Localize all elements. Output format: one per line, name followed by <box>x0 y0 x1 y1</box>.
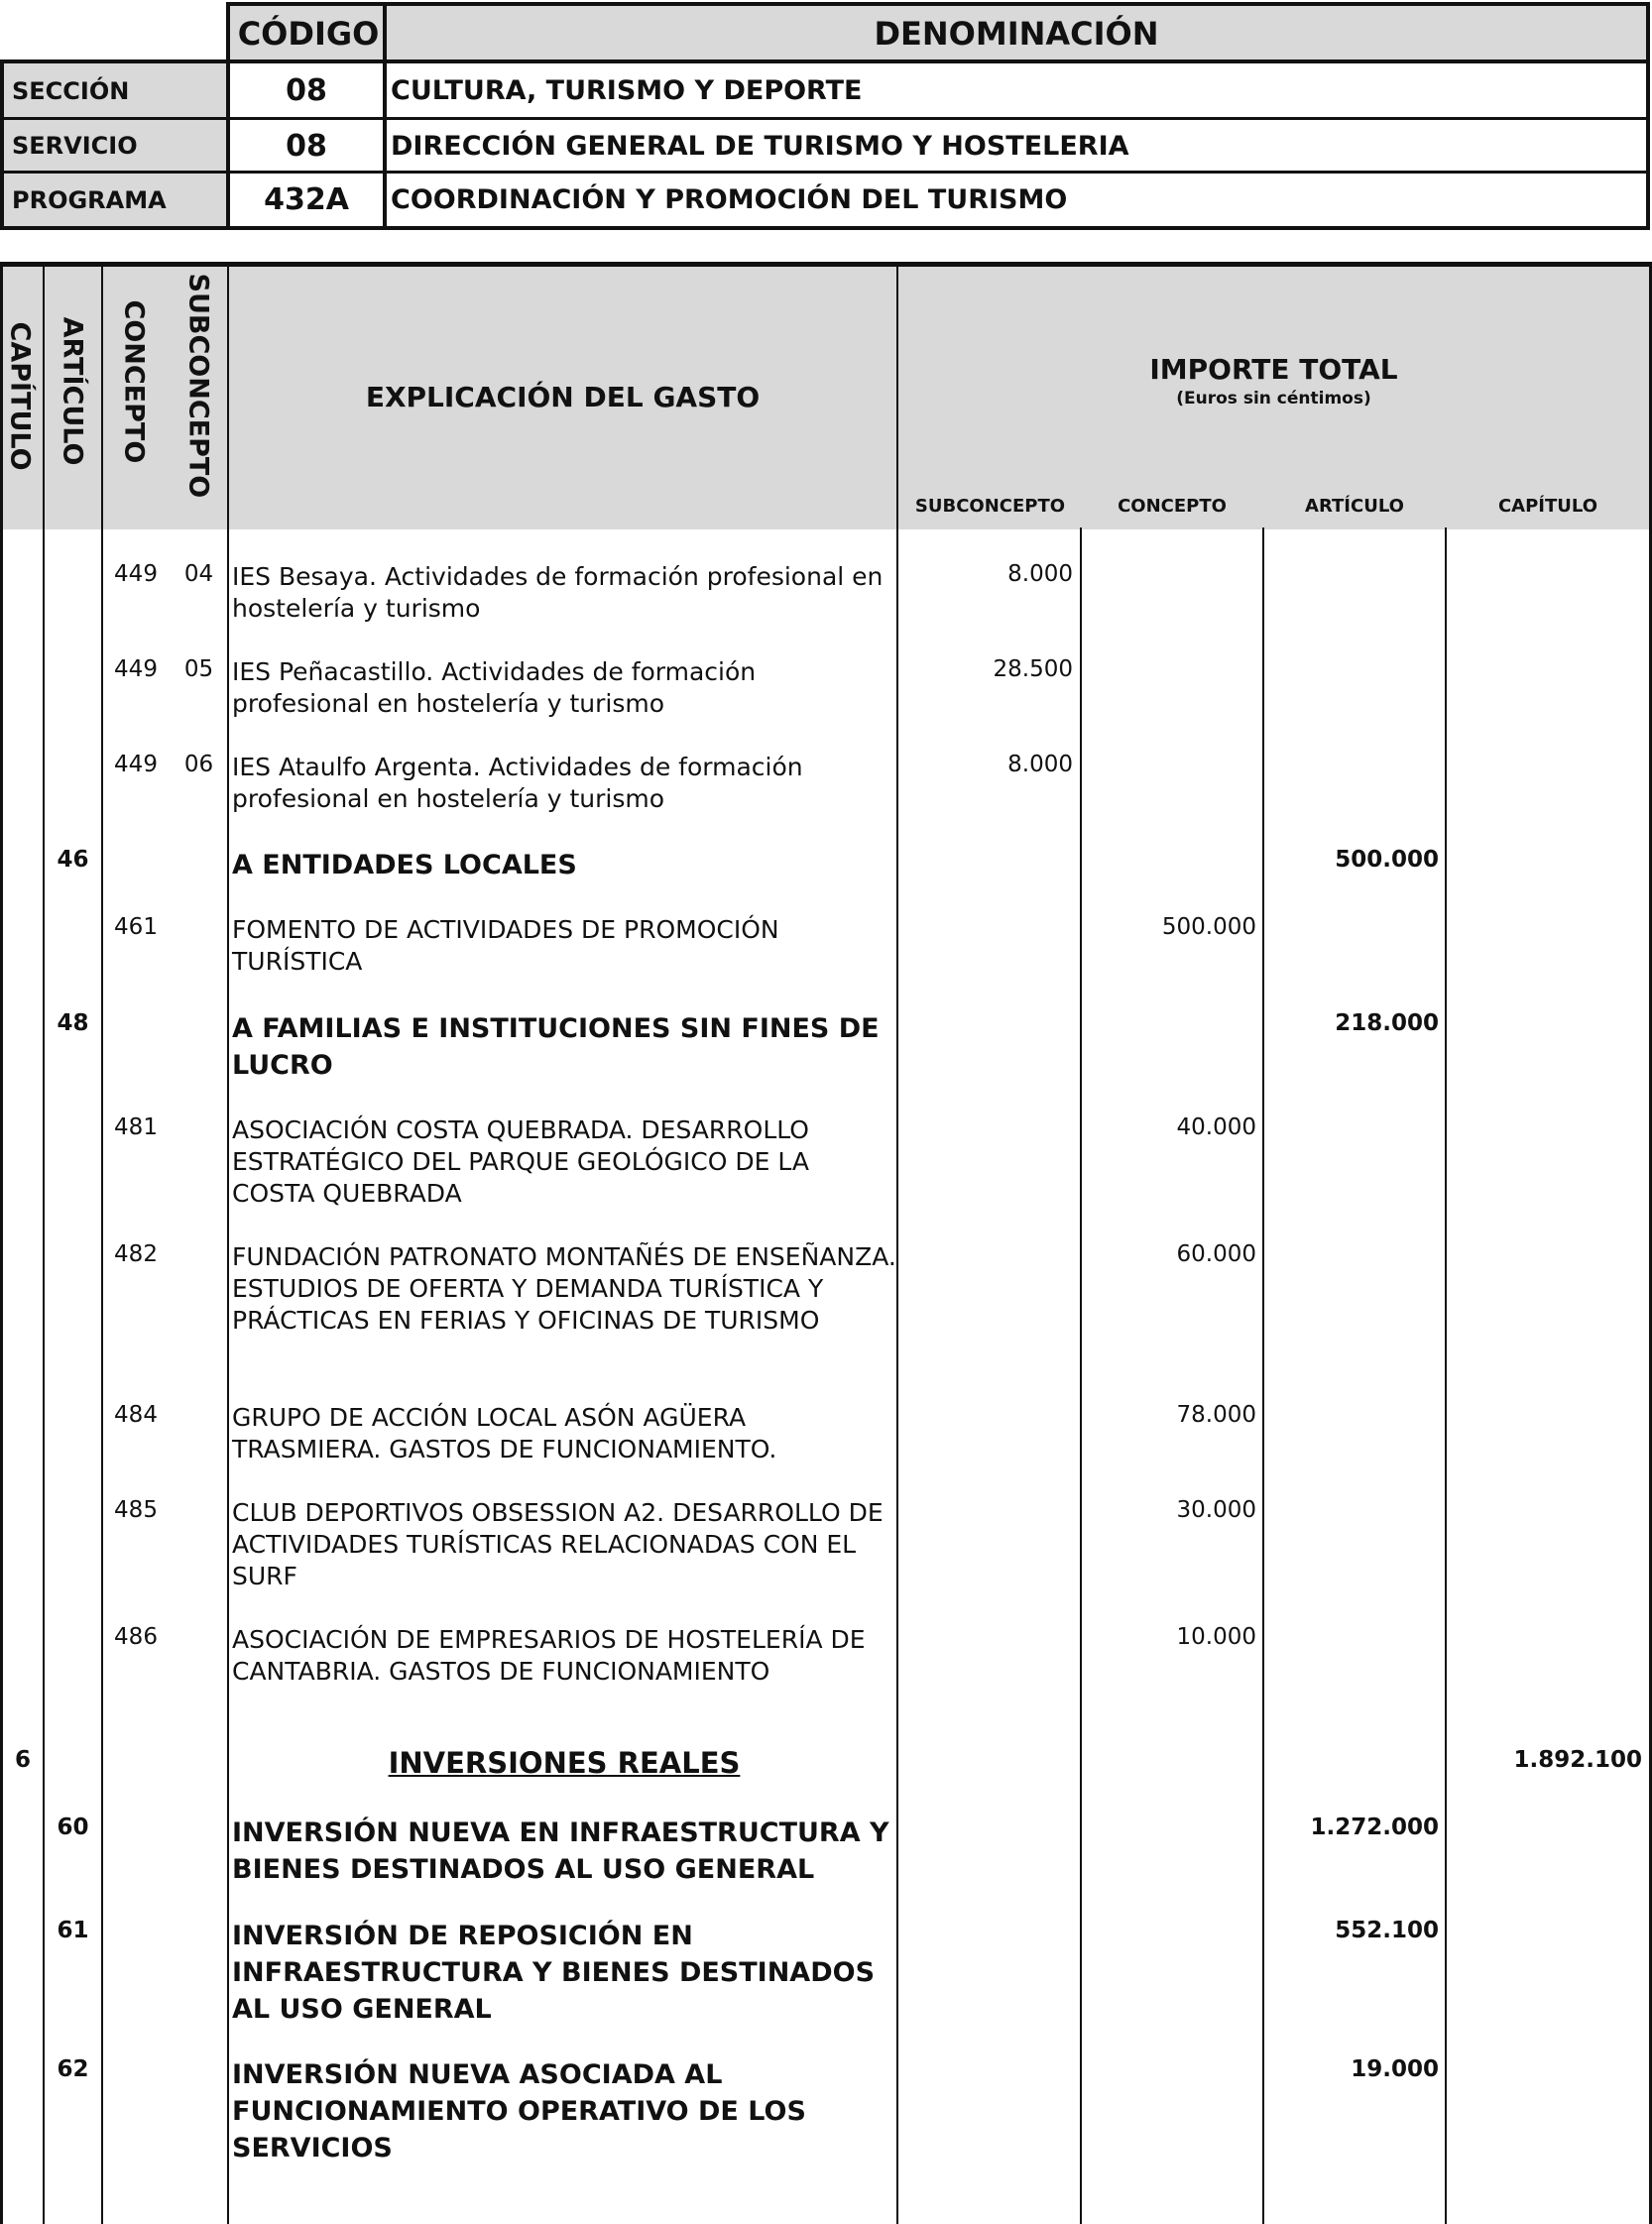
row-description: IES Peñacastillo. Actividades de formación profesional en hostelería y turismo <box>232 657 757 718</box>
col-header-importe: IMPORTE TOTAL <box>1149 353 1398 386</box>
col-line <box>227 262 229 2224</box>
col-line <box>1262 527 1264 2224</box>
header-row-code: 08 <box>286 73 327 108</box>
row-amount-articulo: 218.000 <box>1335 1010 1439 1036</box>
row-amount-subconcepto: 8.000 <box>1007 561 1073 587</box>
row-description: GRUPO DE ACCIÓN LOCAL ASÓN AGÜERA TRASMIERA. GASTOS DE FUNCIONAMIENTO. <box>232 1403 777 1463</box>
row-description: INVERSIÓN NUEVA EN INFRAESTRUCTURA Y BIENES DESTINADOS AL USO GENERAL <box>232 1817 889 1885</box>
row-description: ASOCIACIÓN DE EMPRESARIOS DE HOSTELERÍA DE CANTABRIA. GASTOS DE FUNCIONAMIENTO <box>232 1625 866 1686</box>
row-description: FOMENTO DE ACTIVIDADES DE PROMOCIÓN TURÍSTICA <box>232 915 779 976</box>
col-header-articulo: ARTÍCULO <box>57 316 88 466</box>
row-amount-concepto: 10.000 <box>1176 1624 1256 1650</box>
col-line <box>896 262 898 2224</box>
row-amount-concepto: 40.000 <box>1176 1114 1256 1140</box>
row-description: IES Ataulfo Argenta. Actividades de formación profesional en hostelería y turismo <box>232 753 803 813</box>
row-concepto: 486 <box>114 1624 158 1650</box>
row-description: INVERSIÓN NUEVA ASOCIADA AL FUNCIONAMIENTO OPERATIVO DE LOS SERVICIOS <box>232 2059 806 2164</box>
row-concepto: 485 <box>114 1497 158 1523</box>
header-row-code: 432A <box>264 182 349 217</box>
header-divider-2 <box>383 59 387 230</box>
row-amount-articulo: 552.100 <box>1335 1918 1439 1943</box>
codigo-label: CÓDIGO <box>237 15 380 53</box>
row-amount-subconcepto: 28.500 <box>993 656 1073 682</box>
row-subconcepto: 05 <box>183 656 214 682</box>
row-amount-concepto: 30.000 <box>1176 1497 1256 1523</box>
row-amount-articulo: 19.000 <box>1351 2056 1439 2082</box>
header-row-name: COORDINACIÓN Y PROMOCIÓN DEL TURISMO <box>391 184 1068 215</box>
col-header-sub-articulo: ARTÍCULO <box>1305 496 1404 517</box>
row-concepto: 482 <box>114 1241 158 1267</box>
row-concepto: 484 <box>114 1402 158 1428</box>
row-amount-subconcepto: 8.000 <box>1007 752 1073 777</box>
row-description: INVERSIONES REALES <box>388 1746 741 1780</box>
col-header-concepto: CONCEPTO <box>118 299 150 464</box>
col-header-sub-capitulo: CAPÍTULO <box>1497 496 1598 517</box>
row-articulo: 48 <box>57 1010 89 1036</box>
row-concepto: 461 <box>114 914 158 940</box>
col-header-sub-concepto: CONCEPTO <box>1118 496 1227 517</box>
row-amount-articulo: 1.272.000 <box>1310 1814 1439 1840</box>
col-header-subconcepto: SUBCONCEPTO <box>182 273 214 499</box>
row-description: A FAMILIAS E INSTITUCIONES SIN FINES DE LUCRO <box>232 1013 880 1081</box>
row-description: IES Besaya. Actividades de formación profesional en hostelería y turismo <box>232 562 884 623</box>
row-subconcepto: 04 <box>183 561 214 587</box>
row-capitulo: 6 <box>14 1747 31 1773</box>
row-articulo: 62 <box>57 2056 89 2082</box>
header-row-name: CULTURA, TURISMO Y DEPORTE <box>391 75 863 106</box>
row-description: FUNDACIÓN PATRONATO MONTAÑÉS DE ENSEÑANZA. ESTUDIOS DE OFERTA Y DEMANDA TURÍSTICA Y PRÁCTICAS EN FERIAS Y OFICINAS DE TURISMO <box>232 1242 896 1335</box>
row-concepto: 449 <box>114 561 158 587</box>
row-articulo: 60 <box>57 1814 89 1840</box>
row-articulo: 46 <box>57 847 89 873</box>
row-amount-concepto: 78.000 <box>1176 1402 1256 1428</box>
row-description: CLUB DEPORTIVOS OBSESSION A2. DESARROLLO DE ACTIVIDADES TURÍSTICAS RELACIONADAS CON EL SURF <box>232 1498 884 1590</box>
header-table <box>0 0 1652 230</box>
row-articulo: 61 <box>57 1918 89 1943</box>
row-amount-concepto: 500.000 <box>1161 914 1256 940</box>
row-concepto: 449 <box>114 752 158 777</box>
row-amount-capitulo: 1.892.100 <box>1513 1747 1642 1773</box>
row-amount-articulo: 500.000 <box>1335 847 1439 873</box>
header-row-name: DIRECCIÓN GENERAL DE TURISMO Y HOSTELERIA <box>391 130 1129 162</box>
row-amount-concepto: 60.000 <box>1176 1241 1256 1267</box>
denominacion-label: DENOMINACIÓN <box>874 15 1159 53</box>
row-description: A ENTIDADES LOCALES <box>232 850 577 880</box>
col-header-capitulo: CAPÍTULO <box>4 321 36 471</box>
col-header-explicacion: EXPLICACIÓN DEL GASTO <box>365 381 761 413</box>
col-line <box>1445 527 1447 2224</box>
col-line <box>1080 527 1082 2224</box>
row-description: INVERSIÓN DE REPOSICIÓN EN INFRAESTRUCTURA Y BIENES DESTINADOS AL USO GENERAL <box>232 1921 876 2025</box>
header-row-label: SECCIÓN <box>12 76 130 105</box>
row-concepto: 449 <box>114 656 158 682</box>
header-row-label: PROGRAMA <box>12 185 167 214</box>
expense-table <box>0 262 1652 2224</box>
col-header-sub-subconcepto: SUBCONCEPTO <box>914 496 1066 517</box>
header-row-label: SERVICIO <box>12 132 138 160</box>
table-top-border <box>0 262 1652 267</box>
row-concepto: 481 <box>114 1114 158 1140</box>
row-subconcepto: 06 <box>183 752 214 777</box>
col-line <box>0 262 3 2224</box>
header-row-code: 08 <box>286 128 327 164</box>
col-header-importe-subtitle: (Euros sin céntimos) <box>1176 389 1371 409</box>
row-description: ASOCIACIÓN COSTA QUEBRADA. DESARROLLO ESTRATÉGICO DEL PARQUE GEOLÓGICO DE LA COSTA QUEBRADA <box>232 1115 809 1208</box>
